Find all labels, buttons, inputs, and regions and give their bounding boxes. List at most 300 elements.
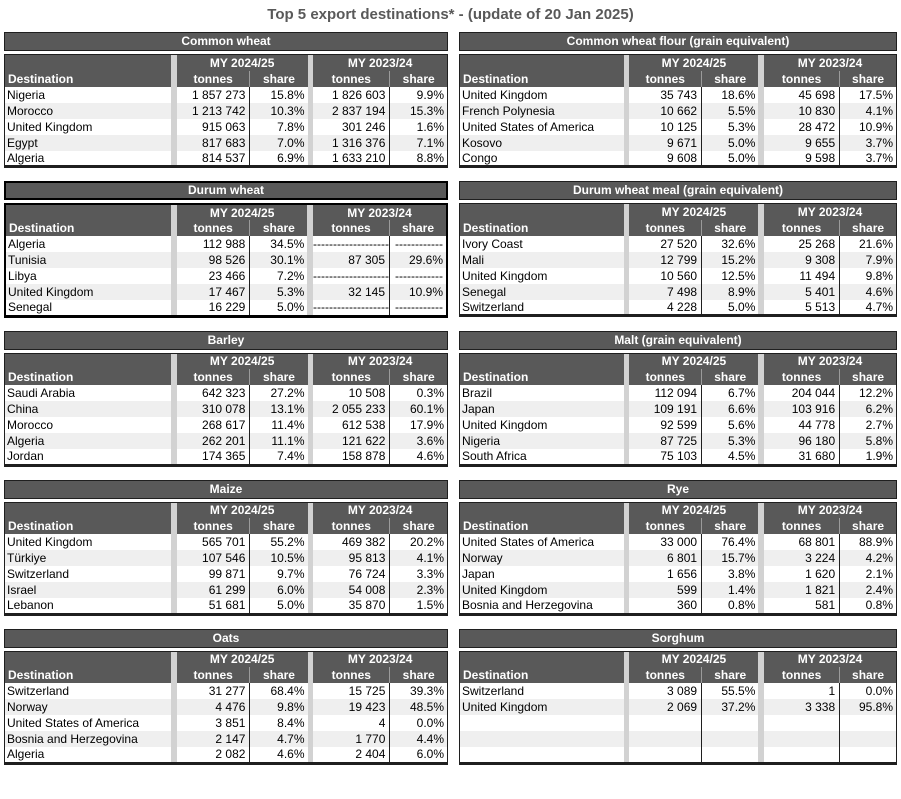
- cell-destination: United Kingdom: [7, 119, 93, 134]
- cell-tonnes-current: 35 743: [660, 87, 698, 102]
- col-header-tonnes-previous: tonnes: [764, 518, 840, 534]
- cell-destination: Ivory Coast: [462, 236, 523, 251]
- cell-tonnes-previous: [764, 747, 840, 763]
- cell-share-current: 37.2%: [702, 699, 759, 715]
- table-row: [460, 747, 897, 763]
- table-title: Maize: [4, 480, 448, 499]
- cell-tonnes-current: 87 725: [629, 433, 701, 449]
- cell-destination: Japan: [462, 567, 495, 581]
- cell-tonnes-current: 1 656: [667, 567, 698, 581]
- col-header-my-previous: MY 2023/24: [764, 651, 896, 667]
- cell-tonnes-previous: 1: [828, 684, 836, 698]
- col-header-destination: Destination: [460, 353, 624, 385]
- cell-share-previous: 39.3%: [390, 683, 448, 699]
- cell-destination: Tunisia: [5, 252, 171, 268]
- cell-tonnes-previous: 44 778: [798, 418, 836, 432]
- cell-tonnes-previous: 612 538: [341, 418, 386, 432]
- cell-destination: Congo: [462, 150, 498, 165]
- cell-share-current: 55.2%: [250, 534, 308, 550]
- cell-share-current: 8.4%: [250, 715, 308, 731]
- cell-share-previous: 10.9%: [390, 284, 448, 300]
- table-title: Durum wheat meal (grain equivalent): [459, 181, 897, 200]
- cell-tonnes-previous: 1 620: [805, 567, 836, 581]
- cell-tonnes-current: 23 466: [208, 269, 246, 283]
- cell-destination: Switzerland: [462, 684, 525, 698]
- cell-share-previous: 5.8%: [840, 433, 897, 449]
- table-row: [5, 151, 448, 167]
- cell-share-previous: 48.5%: [390, 699, 448, 715]
- cell-share-current: 7.2%: [250, 268, 307, 284]
- cell-destination: United Kingdom: [462, 418, 548, 432]
- export-table: [4, 203, 448, 318]
- cell-share-previous: 9.8%: [840, 268, 897, 284]
- cell-tonnes-previous: 45 698: [798, 87, 836, 102]
- table-row: [460, 151, 897, 167]
- header-row-years: [460, 502, 897, 518]
- col-header-share-current: share: [250, 518, 308, 534]
- col-header-tonnes-previous: tonnes: [313, 71, 390, 87]
- col-header-tonnes-previous: tonnes: [313, 220, 389, 236]
- cell-share-current: 9.8%: [250, 699, 308, 715]
- cell-share-previous: [840, 715, 897, 731]
- cell-tonnes-previous: 32 145: [313, 284, 389, 300]
- table-row: [460, 449, 897, 465]
- cell-destination: Algeria: [5, 433, 172, 449]
- cell-tonnes-previous: 10 830: [764, 103, 840, 119]
- cell-share-current: 5.0%: [250, 300, 307, 316]
- cell-share-previous: ------------: [390, 268, 448, 284]
- col-header-share-previous: share: [390, 220, 448, 236]
- cell-destination: United Kingdom: [7, 535, 93, 549]
- cell-share-previous: 21.6%: [840, 236, 897, 252]
- cell-share-current: 6.9%: [250, 151, 308, 167]
- table-row: [5, 566, 448, 582]
- cell-tonnes-previous: 1 770: [313, 731, 390, 747]
- export-table: [459, 353, 897, 467]
- table-row: [5, 119, 448, 135]
- cell-share-current: 30.1%: [250, 252, 307, 268]
- col-header-my-previous: MY 2023/24: [764, 55, 896, 71]
- col-header-destination: Destination: [5, 353, 172, 385]
- cell-tonnes-previous: 35 870: [348, 598, 386, 613]
- cell-share-previous: 4.7%: [840, 300, 897, 316]
- cell-destination: [460, 747, 624, 763]
- cell-share-current: 13.1%: [250, 401, 308, 417]
- col-header-my-current: MY 2024/25: [629, 55, 758, 71]
- panel-common-wheat: [4, 32, 448, 168]
- panel-sorghum: [459, 629, 897, 765]
- col-header-destination: Destination: [5, 502, 172, 534]
- header-row-years: [5, 353, 448, 369]
- col-header-my-previous: MY 2023/24: [764, 502, 896, 518]
- cell-tonnes-previous: -------------------: [313, 237, 389, 251]
- cell-tonnes-previous: 28 472: [798, 119, 836, 134]
- cell-share-previous: 1.9%: [840, 449, 897, 465]
- cell-share-current: 7.4%: [250, 449, 308, 465]
- cell-destination: Morocco: [7, 418, 54, 432]
- cell-tonnes-current: 27 520: [660, 236, 698, 251]
- cell-tonnes-current: 51 681: [208, 598, 246, 613]
- cell-share-previous: 0.0%: [840, 683, 897, 699]
- col-header-tonnes-current: tonnes: [629, 518, 701, 534]
- table-row: [460, 300, 897, 316]
- cell-tonnes-current: 599: [629, 582, 701, 598]
- table-row: [460, 683, 897, 699]
- table-row: [460, 385, 897, 401]
- table-row: [5, 268, 447, 284]
- table-title: Rye: [459, 480, 897, 499]
- cell-tonnes-previous: 2 837 194: [313, 103, 390, 119]
- cell-share-current: 7.0%: [250, 135, 308, 151]
- cell-destination: United States of America: [462, 119, 595, 134]
- cell-destination: [460, 731, 624, 747]
- table-row: [460, 731, 897, 747]
- table-title: Common wheat: [4, 32, 448, 51]
- table-title: Durum wheat: [4, 181, 448, 200]
- col-header-tonnes-current: tonnes: [629, 369, 701, 385]
- cell-tonnes-previous: 68 801: [798, 535, 836, 549]
- export-table: [459, 54, 897, 168]
- col-header-share-current: share: [250, 667, 308, 683]
- cell-share-previous: 20.2%: [390, 534, 448, 550]
- cell-tonnes-current: 112 094: [654, 386, 698, 400]
- col-header-my-current: MY 2024/25: [177, 204, 307, 220]
- tables-grid: [4, 32, 901, 765]
- table-row: [460, 135, 897, 151]
- cell-tonnes-current: 360: [677, 598, 698, 613]
- cell-destination: Bosnia and Herzegovina: [5, 731, 172, 747]
- export-table: [4, 54, 448, 168]
- table-title: Barley: [4, 331, 448, 350]
- col-header-tonnes-current: tonnes: [177, 71, 250, 87]
- col-header-destination: Destination: [460, 55, 624, 87]
- header-row-years: [5, 651, 448, 667]
- cell-share-previous: 7.9%: [840, 252, 897, 268]
- export-table: [459, 203, 897, 317]
- cell-destination: Senegal: [8, 300, 53, 315]
- cell-tonnes-current: 642 323: [202, 386, 246, 400]
- cell-share-previous: 29.6%: [390, 252, 448, 268]
- cell-tonnes-current: 12 799: [629, 252, 701, 268]
- table-row: [460, 566, 897, 582]
- table-row: [5, 699, 448, 715]
- cell-tonnes-previous: 581: [815, 598, 836, 613]
- cell-tonnes-current: 4 228: [667, 299, 698, 314]
- cell-share-previous: 3.3%: [390, 566, 448, 582]
- cell-destination: Israel: [5, 582, 172, 598]
- cell-share-current: 4.7%: [250, 731, 308, 747]
- col-header-share-current: share: [702, 220, 759, 236]
- cell-share-current: 6.6%: [702, 401, 759, 417]
- table-row: [5, 401, 448, 417]
- cell-share-previous: 8.8%: [390, 151, 448, 167]
- col-header-my-current: MY 2024/25: [177, 353, 308, 369]
- cell-share-current: 0.8%: [702, 598, 759, 614]
- col-header-destination: Destination: [5, 55, 172, 87]
- table-row: [460, 417, 897, 433]
- cell-share-previous: ------------: [390, 236, 448, 252]
- col-header-share-current: share: [250, 369, 308, 385]
- header-row-years: [460, 353, 897, 369]
- cell-tonnes-previous: 3 224: [764, 550, 840, 566]
- table-row: [5, 252, 447, 268]
- cell-share-previous: 0.8%: [840, 598, 897, 614]
- col-header-tonnes-previous: tonnes: [313, 369, 390, 385]
- cell-share-current: 5.6%: [702, 417, 759, 433]
- cell-destination: Switzerland: [7, 567, 70, 581]
- cell-tonnes-previous: 25 268: [798, 236, 836, 251]
- panel-oats: [4, 629, 448, 765]
- cell-tonnes-previous: [764, 731, 840, 747]
- cell-tonnes-current: 17 467: [177, 284, 250, 300]
- cell-share-current: 11.4%: [250, 417, 308, 433]
- cell-share-previous: 4.1%: [840, 103, 897, 119]
- table-row: [460, 268, 897, 284]
- cell-share-previous: 3.7%: [840, 151, 897, 167]
- col-header-tonnes-previous: tonnes: [764, 71, 840, 87]
- cell-destination: Japan: [460, 401, 624, 417]
- table-title: Common wheat flour (grain equivalent): [459, 32, 897, 51]
- col-header-share-current: share: [250, 71, 308, 87]
- cell-destination: Algeria: [8, 237, 46, 251]
- cell-share-current: 7.8%: [250, 119, 308, 135]
- cell-share-current: 5.0%: [702, 151, 759, 167]
- cell-tonnes-previous: 301 246: [341, 119, 386, 134]
- cell-destination: [460, 715, 624, 731]
- cell-share-previous: 4.1%: [390, 550, 448, 566]
- table-row: [5, 582, 448, 598]
- cell-destination: United Kingdom: [460, 582, 624, 598]
- table-row: [5, 747, 448, 763]
- cell-tonnes-previous: 9 655: [764, 135, 840, 151]
- cell-share-current: [702, 715, 759, 731]
- cell-share-previous: 1.5%: [390, 598, 448, 614]
- cell-share-current: 5.3%: [250, 284, 307, 300]
- cell-share-previous: 60.1%: [390, 401, 448, 417]
- table-title: Oats: [4, 629, 448, 648]
- panel-common-wheat-flour: [459, 32, 897, 168]
- col-header-share-current: share: [702, 667, 759, 683]
- cell-share-current: 9.7%: [250, 566, 308, 582]
- table-row: [460, 401, 897, 417]
- cell-tonnes-previous: -------------------: [313, 300, 389, 315]
- cell-share-current: 18.6%: [702, 87, 759, 103]
- cell-tonnes-current: 310 078: [177, 401, 250, 417]
- cell-tonnes-current: 99 871: [208, 567, 246, 581]
- cell-share-current: 10.3%: [250, 103, 308, 119]
- table-row: [460, 715, 897, 731]
- col-header-my-current: MY 2024/25: [177, 651, 308, 667]
- col-header-tonnes-previous: tonnes: [764, 220, 840, 236]
- col-header-share-current: share: [702, 518, 759, 534]
- cell-tonnes-previous: 5 401: [764, 284, 840, 300]
- header-row-years: [5, 502, 448, 518]
- cell-tonnes-previous: 103 916: [764, 401, 840, 417]
- cell-destination: Nigeria: [7, 87, 46, 102]
- cell-tonnes-current: 1 857 273: [192, 87, 246, 102]
- cell-share-previous: 7.1%: [390, 135, 448, 151]
- cell-destination: Mali: [460, 252, 624, 268]
- export-table: [459, 502, 897, 616]
- cell-destination: China: [5, 401, 172, 417]
- cell-share-current: 27.2%: [250, 385, 308, 401]
- cell-tonnes-current: 268 617: [202, 418, 246, 432]
- col-header-my-previous: MY 2023/24: [313, 353, 447, 369]
- cell-share-previous: 4.6%: [390, 449, 448, 465]
- cell-tonnes-current: 2 147: [177, 731, 250, 747]
- cell-share-current: 15.2%: [702, 252, 759, 268]
- cell-tonnes-current: 107 546: [177, 550, 250, 566]
- table-row: [5, 433, 448, 449]
- col-header-my-previous: MY 2023/24: [313, 55, 447, 71]
- cell-share-current: 6.7%: [702, 385, 759, 401]
- col-header-destination: Destination: [460, 502, 624, 534]
- cell-share-current: 3.8%: [702, 566, 759, 582]
- table-row: [460, 103, 897, 119]
- cell-tonnes-previous: 1 316 376: [313, 135, 390, 151]
- col-header-share-previous: share: [390, 667, 448, 683]
- col-header-destination: Destination: [5, 204, 171, 236]
- table-row: [5, 236, 447, 252]
- table-title: Sorghum: [459, 629, 897, 648]
- panel-rye: [459, 480, 897, 616]
- table-row: [460, 119, 897, 135]
- page-title: Top 5 export destinations* - (update of 20 Jan 2025): [267, 6, 634, 23]
- cell-destination: South Africa: [462, 449, 527, 464]
- panel-barley: [4, 331, 448, 467]
- cell-tonnes-previous: 3 338: [764, 699, 840, 715]
- cell-share-current: 12.5%: [702, 268, 759, 284]
- col-header-tonnes-current: tonnes: [177, 667, 250, 683]
- cell-tonnes-current: 33 000: [660, 535, 698, 549]
- table-row: [460, 87, 897, 103]
- header-row-years: [460, 55, 897, 71]
- cell-share-current: 15.8%: [250, 87, 308, 103]
- cell-tonnes-previous: 9 308: [764, 252, 840, 268]
- col-header-share-previous: share: [840, 518, 897, 534]
- col-header-my-current: MY 2024/25: [177, 502, 308, 518]
- cell-share-current: 4.6%: [250, 747, 308, 763]
- cell-tonnes-current: 31 277: [208, 684, 246, 698]
- cell-tonnes-current: 10 662: [629, 103, 701, 119]
- cell-share-previous: ------------: [390, 300, 448, 316]
- cell-tonnes-current: [629, 715, 701, 731]
- cell-destination: Kosovo: [460, 135, 624, 151]
- col-header-tonnes-previous: tonnes: [764, 667, 840, 683]
- cell-share-previous: 4.2%: [840, 550, 897, 566]
- cell-share-previous: 95.8%: [840, 699, 897, 715]
- cell-tonnes-previous: 2 404: [355, 747, 386, 762]
- cell-tonnes-current: 9 608: [667, 150, 698, 165]
- panel-durum-wheat: [4, 181, 448, 318]
- cell-share-previous: 0.0%: [390, 715, 448, 731]
- table-row: [5, 87, 448, 103]
- cell-destination: Algeria: [7, 150, 45, 165]
- cell-share-previous: 9.9%: [390, 87, 448, 103]
- cell-share-previous: 6.2%: [840, 401, 897, 417]
- cell-tonnes-current: 112 988: [202, 237, 246, 251]
- cell-tonnes-current: 262 201: [177, 433, 250, 449]
- col-header-my-previous: MY 2023/24: [764, 353, 896, 369]
- table-row: [5, 550, 448, 566]
- table-row: [460, 252, 897, 268]
- col-header-share-previous: share: [390, 71, 448, 87]
- cell-tonnes-current: 915 063: [202, 119, 246, 134]
- cell-destination: United Kingdom: [5, 284, 171, 300]
- table-row: [460, 582, 897, 598]
- export-table: [4, 651, 448, 765]
- cell-tonnes-current: [629, 747, 701, 763]
- cell-tonnes-current: 61 299: [177, 582, 250, 598]
- col-header-destination: Destination: [5, 651, 172, 683]
- col-header-tonnes-current: tonnes: [629, 667, 701, 683]
- col-header-tonnes-current: tonnes: [177, 220, 250, 236]
- table-row: [460, 284, 897, 300]
- cell-tonnes-previous: 1 826 603: [331, 87, 386, 102]
- cell-tonnes-previous: 158 878: [341, 449, 386, 464]
- col-header-destination: Destination: [460, 651, 624, 683]
- cell-share-previous: 0.3%: [390, 385, 448, 401]
- cell-tonnes-previous: 4: [378, 716, 386, 730]
- cell-share-current: 55.5%: [702, 683, 759, 699]
- cell-share-current: 8.9%: [702, 284, 759, 300]
- table-row: [460, 236, 897, 252]
- cell-destination: Saudi Arabia: [7, 386, 76, 400]
- cell-tonnes-previous: 1 821: [764, 582, 840, 598]
- cell-tonnes-previous: 9 598: [805, 150, 836, 165]
- col-header-share-previous: share: [840, 667, 897, 683]
- table-row: [460, 699, 897, 715]
- cell-share-previous: 2.7%: [840, 417, 897, 433]
- cell-share-current: 5.0%: [250, 598, 308, 614]
- table-title: Malt (grain equivalent): [459, 331, 897, 350]
- cell-share-previous: 15.3%: [390, 103, 448, 119]
- table-row: [5, 534, 448, 550]
- cell-share-current: 4.5%: [702, 449, 759, 465]
- cell-tonnes-previous: 15 725: [348, 684, 386, 698]
- col-header-tonnes-previous: tonnes: [764, 369, 840, 385]
- cell-destination: Norway: [460, 550, 624, 566]
- panel-durum-wheat-meal: [459, 181, 897, 318]
- cell-tonnes-previous: 121 622: [313, 433, 390, 449]
- cell-tonnes-current: 98 526: [177, 252, 250, 268]
- cell-tonnes-previous: 10 508: [348, 386, 386, 400]
- cell-tonnes-current: 3 089: [667, 684, 698, 698]
- cell-share-current: 5.0%: [702, 135, 759, 151]
- col-header-my-previous: MY 2023/24: [764, 204, 896, 220]
- cell-share-previous: 1.6%: [390, 119, 448, 135]
- cell-destination: United Kingdom: [462, 87, 548, 102]
- table-row: [5, 449, 448, 465]
- cell-destination: Lebanon: [7, 598, 54, 613]
- col-header-share-previous: share: [840, 369, 897, 385]
- col-header-share-current: share: [250, 220, 307, 236]
- cell-share-current: 34.5%: [250, 236, 307, 252]
- cell-tonnes-current: 16 229: [208, 300, 246, 315]
- cell-destination: United States of America: [462, 535, 595, 549]
- cell-share-previous: 88.9%: [840, 534, 897, 550]
- cell-destination: Jordan: [7, 449, 44, 464]
- cell-share-previous: 3.7%: [840, 135, 897, 151]
- cell-destination: Egypt: [5, 135, 172, 151]
- cell-tonnes-current: 92 599: [660, 418, 698, 432]
- cell-destination: Türkiye: [5, 550, 172, 566]
- cell-share-previous: 17.5%: [840, 87, 897, 103]
- cell-share-current: 10.5%: [250, 550, 308, 566]
- col-header-my-current: MY 2024/25: [629, 502, 758, 518]
- cell-tonnes-current: 9 671: [629, 135, 701, 151]
- cell-tonnes-current: 817 683: [177, 135, 250, 151]
